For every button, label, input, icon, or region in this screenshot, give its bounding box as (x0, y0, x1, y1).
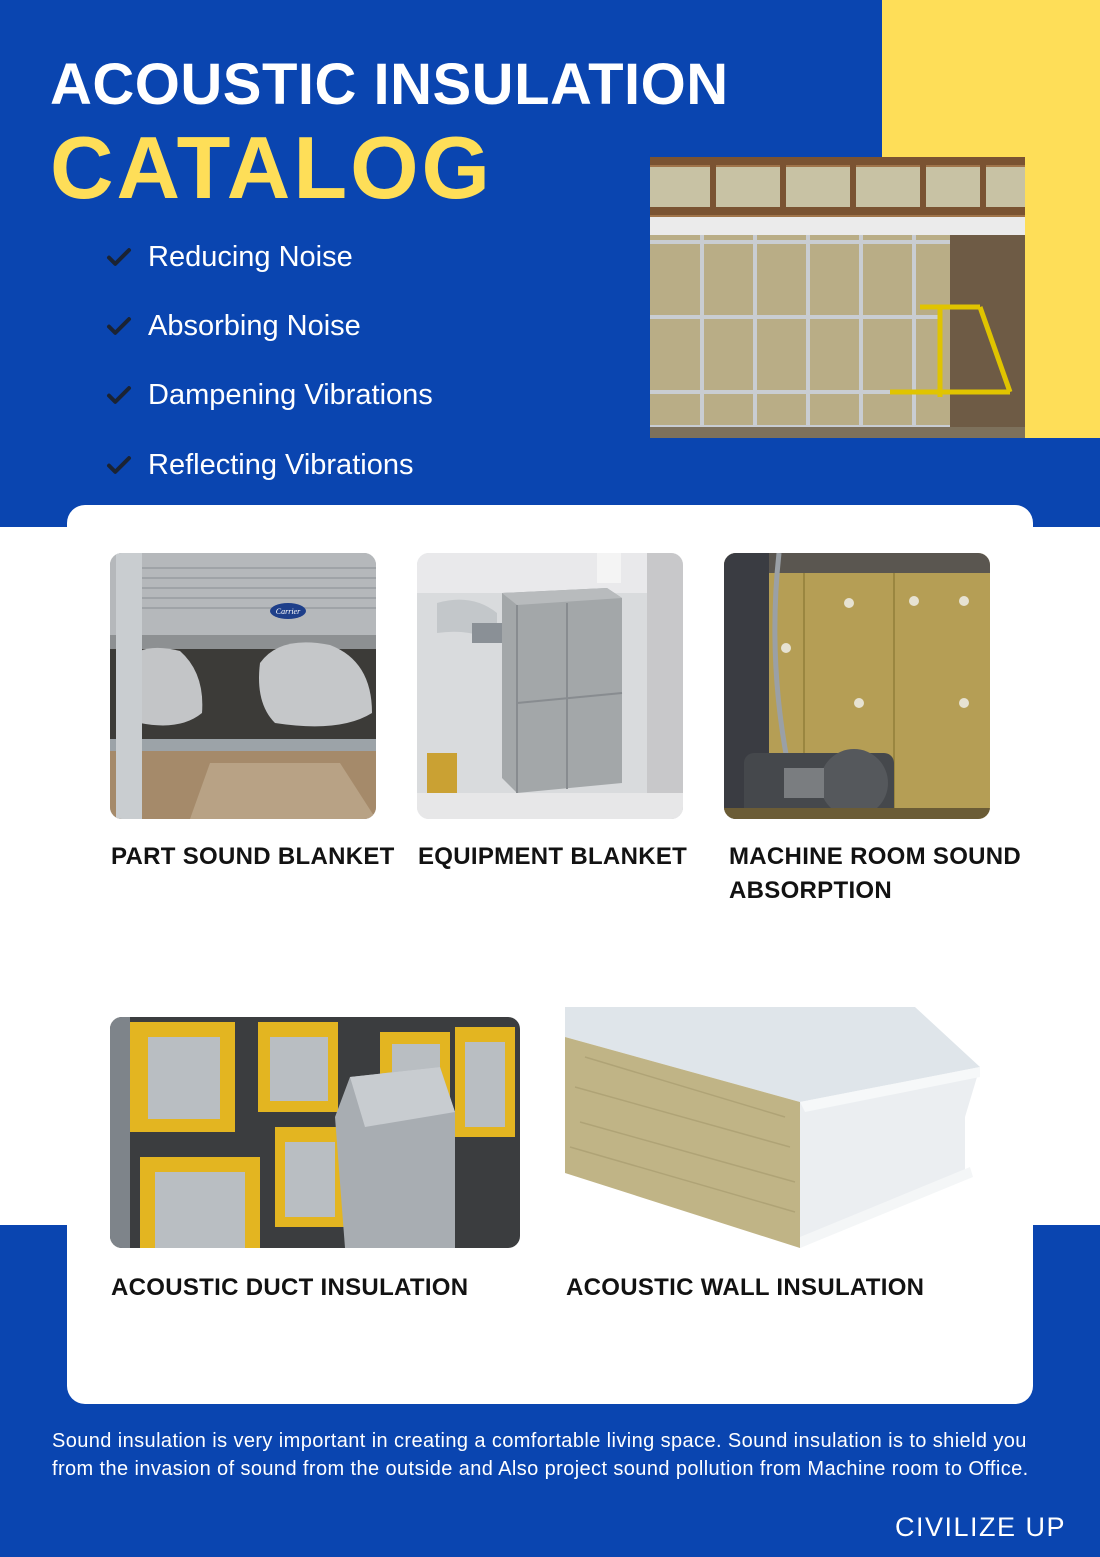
feature-label: Reflecting Vibrations (148, 448, 414, 481)
check-icon (104, 311, 134, 341)
feature-item (104, 370, 433, 420)
hero-photo (650, 157, 1025, 438)
check-icon (104, 450, 134, 480)
footer-description: Sound insulation is very important in creating a comfortable living space. Sound insulation is to shield you from the invasion of sound from the outside and Also project sound pollution from Machine room to Office. (52, 1430, 1029, 1480)
feature-item (104, 440, 413, 490)
check-icon (104, 242, 134, 272)
product-caption: EQUIPMENT BLANKET (418, 843, 688, 870)
feature-item (104, 301, 361, 351)
wall-insulation-photo (565, 1007, 985, 1248)
product-caption: PART SOUND BLANKET (111, 843, 395, 870)
feature-item (104, 232, 353, 282)
duct-insulation-photo (110, 1017, 520, 1248)
part-sound-blanket-photo (110, 553, 376, 819)
feature-label: Reducing Noise (148, 240, 353, 273)
equipment-blanket-photo (417, 553, 683, 819)
catalog-title: ACOUSTIC INSULATION (50, 52, 729, 117)
product-caption: ACOUSTIC DUCT INSULATION (111, 1274, 469, 1301)
machine-room-photo (724, 553, 990, 819)
product-caption: MACHINE ROOM SOUND ABSORPTION (729, 843, 1022, 904)
feature-label: Dampening Vibrations (148, 378, 433, 411)
brand-name: CIVILIZE UP (894, 1512, 1066, 1542)
product-caption: ACOUSTIC WALL INSULATION (566, 1274, 925, 1301)
feature-label: Absorbing Noise (148, 309, 361, 342)
catalog-subtitle: CATALOG (50, 118, 493, 217)
carrier-logo-text: Carrier (275, 607, 301, 616)
check-icon (104, 380, 134, 410)
